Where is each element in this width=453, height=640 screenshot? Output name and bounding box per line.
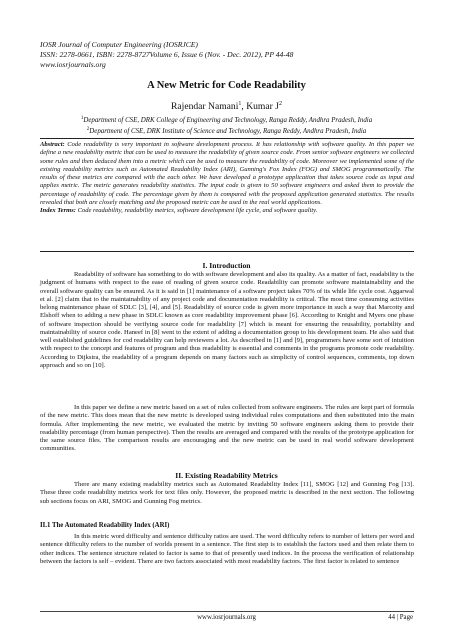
footer-rule bbox=[40, 611, 414, 612]
subsection-2-1-heading: II.1 The Automated Readability Index (ARI) bbox=[40, 522, 170, 529]
subsection-2-1-paragraph-text: In this metric word difficulty and sentence difficulty ratios are used. The word difficulty refers to number of letters per word and sentence difficulty refers to the number of worlds present in a sentence. The first step is to establish the factors used and then relate them to other indices. The sentence structure related to factor is same to that of presently used indices. In the process the verification of relationship between the factors is self – evident. There are two factors associated with most readability factors. The first factor is related to sentence bbox=[40, 533, 414, 565]
section-1-heading: I. Introduction bbox=[202, 261, 251, 270]
author-line bbox=[0, 101, 453, 112]
subsection-2-1-paragraph bbox=[40, 533, 414, 566]
author-1-mark: 1 bbox=[238, 101, 242, 107]
index-terms-text: Code readability, readability metrics, software development life cycle, and software quality. bbox=[75, 207, 318, 215]
author-1: Rajendar Namani bbox=[171, 101, 239, 112]
affiliation-1 bbox=[0, 114, 453, 125]
paper-title: A New Metric for Code Readability bbox=[147, 80, 306, 91]
index-terms-label: Index Terms: bbox=[40, 207, 76, 215]
affiliations bbox=[0, 114, 453, 136]
journal-issn: ISSN: 2278-0661, ISBN: 2278-8727Volume 6, Issue 6 (Nov. - Dec. 2012), PP 44-48 bbox=[40, 50, 294, 59]
author-2-mark: 2 bbox=[278, 101, 282, 107]
footer-url: www.iosrjournals.org bbox=[197, 614, 256, 621]
section-2-paragraph-1-text: There are many existing readability metrics such as Automated Readability Index [11], SMOG [12] and Gunning Fog [13]. These three code readability metrics work for text files only. However, the proposed metric is described in the next section. The following sub sections focus on ARI, SMOG and Gunning Fog metrics. bbox=[40, 481, 414, 505]
section-1-paragraph-1-text: Readability of software has something to do with software development and also its quality. As a matter of fact, readability is the judgment of humans with respect to the ease of reading of given source code. Readability can promote software maintainability and the overall software quality can be ensured. As it is said in [1] maintenance of a software project takes 70% of its while life cycle cost. Aggarwal et al. [2] claim that to the maintainability of any project code and documentation readability is critical. The most time consuming activities belong maintenance phase of SDLC [3], [4], and [5]. Readability of source code is given more importance in such a way that Marcotty and Elshoff when to adding a new phase in SDLC known as core readability improvement phase [6]. According to Knight and Myers one phase of software inspection should be verifying source code for readability [7] which is meant for ensuring the reusability, portability and maintainability of source code. Haneef in [8] went to the extent of adding a documentation group to his development team. He also said that well established guidelines for cod readability can help reviewers a lot. As described in [1] and [9], programmers have some sort of intuition with respect to the concept and features of program and thus readability is essential and comments in the programs promote code readability. According to Dijkstra, the readability of a program depends on many factors such as simplicity of control sequences, comments, top down approach and so on [10]. bbox=[40, 271, 414, 369]
abstract-top-rule bbox=[40, 138, 414, 139]
journal-name: IOSR Journal of Computer Engineering (IOSRJCE) bbox=[40, 40, 198, 49]
affiliation-1-mark: 1 bbox=[80, 116, 84, 121]
affiliation-2 bbox=[0, 125, 453, 136]
section-1-paragraph-2-text: In this paper we define a new metric based on a set of rules collected from software engineers. The rules are kept part of formula of the new metric. This does mean that the new metric is developed using individual rules computations and then substituted into the main formula. After implementing the new metric, we evaluated the metric by inviting 50 software engineers asking them to provide their readability percentage (from human perspective). Then the results are averaged and compared with the results of the prototype application for the same source files. The comparison results are encouraging and the new metric can be used in real world software development communities. bbox=[40, 404, 414, 453]
journal-header bbox=[40, 40, 293, 70]
affiliation-1-text: Department of CSE, DRK College of Engineering and Technology, Ranga Reddy, Andhra Pradesh, India bbox=[83, 117, 373, 124]
section-2-paragraph-1 bbox=[40, 481, 414, 506]
abstract-label: Abstract: bbox=[40, 141, 65, 148]
abstract-block bbox=[40, 141, 414, 216]
section-2-heading: II. Existing Readability Metrics bbox=[175, 471, 278, 480]
abstract-bottom-rule bbox=[40, 251, 414, 252]
journal-url: www.iosrjournals.org bbox=[40, 60, 106, 69]
section-1-paragraph-2 bbox=[40, 404, 414, 454]
footer-page-number: 44 | Page bbox=[388, 614, 413, 621]
section-1-paragraph-1 bbox=[40, 271, 414, 370]
abstract-text: Code readability is very important in software development process. It has relationship with software quality. In this paper we define a new readability metric that can be used to measure the readability of given source code. From senior software engineers we collected some rules and then deduced them into a metric which can be used to measure the readability of code. Moreover we implemented some of the existing readability metrics such as Automated Readability Index (ARI), Gunning's Fox Index (FOG) and SMOG programmatically. The results of these metrics are compared with the each other. We have developed a prototype application that takes source code as input and applies metric. The metric generates readability statistics. The input code is given to 50 software engineers and asked them to provide the percentage of readability of code. The percentage given by them is compared with the proposed application generated statistics. The results revealed that both are closely matching and the proposed metric can be used in the real world applications. bbox=[40, 141, 414, 207]
author-2: , Kumar J bbox=[241, 101, 279, 112]
affiliation-2-text: Department of CSE, DRK Institute of Science and Technology, Ranga Reddy, Andhra Pradesh, India bbox=[89, 128, 367, 135]
affiliation-2-mark: 2 bbox=[86, 127, 90, 132]
